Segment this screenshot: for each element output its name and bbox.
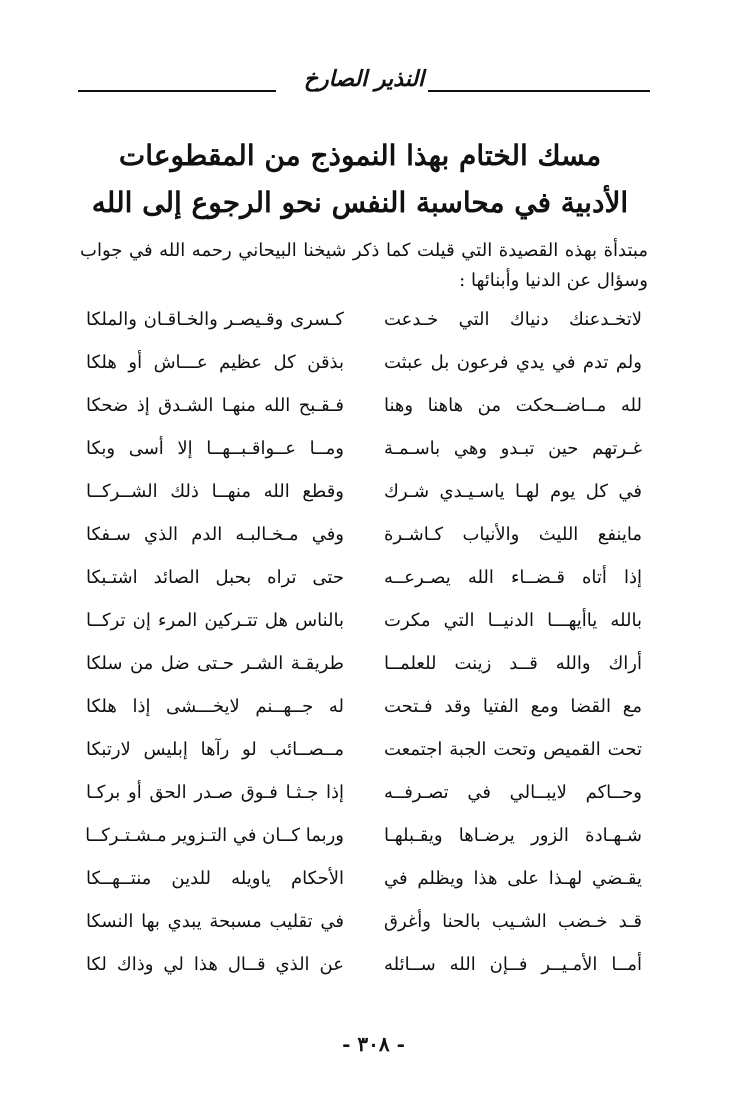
- header-rule-left: [78, 90, 276, 92]
- verse-8-second-hemistich: بالناس هل تتـركين المرء إن تركــا: [86, 610, 344, 631]
- verse-9-first-hemistich: أراك والله قــد زينت للعلمــا: [384, 653, 642, 674]
- verse-14-second-hemistich: الأحكام ياويله للدين منتــهــكا: [86, 868, 344, 889]
- verse-14: [86, 857, 642, 900]
- verse-13-first-hemistich: شـهـادة الزور يرضـاها ويقـبلهـا: [384, 825, 642, 846]
- section-heading-line-2: الأدبية في محاسبة النفس نحو الرجوع إلى الله: [91, 186, 629, 219]
- verse-13: [86, 814, 642, 857]
- poem: [86, 298, 642, 986]
- verse-5-second-hemistich: وقطع الله منهــا ذلك الشــركــا: [86, 481, 344, 502]
- running-header: [78, 66, 650, 96]
- verse-6-first-hemistich: ماينفع الليث والأنياب كـاشـرة: [384, 524, 642, 545]
- verse-2: [86, 341, 642, 384]
- verse-4-second-hemistich: ومــا عــواقـبــهــا إلا أسى وبكا: [86, 438, 344, 459]
- verse-3-second-hemistich: فـقـبح الله منهـا الشـدق إذ ضحكا: [86, 395, 344, 416]
- verse-15-second-hemistich: في تقليب مسبحة يبدي بها النسكا: [86, 911, 344, 932]
- verse-8: [86, 599, 642, 642]
- verse-2-second-hemistich: بذقن كل عظيم عـــاش أو هلكا: [86, 352, 344, 373]
- verse-5: [86, 470, 642, 513]
- verse-2-first-hemistich: ولم تدم في يدي فرعون بل عبثت: [384, 352, 642, 373]
- verse-1-first-hemistich: لاتخـدعنك دنياك التي خـدعت: [384, 309, 642, 330]
- verse-6: [86, 513, 642, 556]
- verse-16-second-hemistich: عن الذي قــال هذا لي وذاك لكا: [86, 954, 344, 975]
- intro-line-2: وسؤال عن الدنيا وأبنائها :: [459, 270, 648, 291]
- verse-13-second-hemistich: وربما كــان في التـزوير مـشـتـركــا: [85, 825, 344, 846]
- verse-1: [86, 298, 642, 341]
- verse-11: [86, 728, 642, 771]
- intro-line-1: مبتدأة بهذه القصيدة التي قيلت كما ذكر شيخنا البيحاني رحمه الله في جواب: [80, 240, 648, 261]
- verse-14-first-hemistich: يقـضي لهـذا على هذا ويظلم في: [384, 868, 642, 889]
- verse-3-first-hemistich: لله مــاضــحكت من هاهنا وهنا: [384, 395, 642, 416]
- verse-7-first-hemistich: إذا أتاه قـضــاء الله يصـرعــه: [384, 567, 642, 588]
- verse-4: [86, 427, 642, 470]
- verse-15-first-hemistich: قـد خـضب الشـيب بالحنا وأغرق: [384, 911, 642, 932]
- verse-8-first-hemistich: بالله ياأيهـــا الدنيــا التي مكرت: [384, 610, 642, 631]
- verse-9-second-hemistich: طريقـة الشـر حـتى ضل من سلكا: [86, 653, 344, 674]
- verse-12-first-hemistich: وحــاكم لايبــالي في تصـرفــه: [384, 782, 642, 803]
- verse-9: [86, 642, 642, 685]
- verse-16: [86, 943, 642, 986]
- verse-4-first-hemistich: غـرتهم حين تبـدو وهي باسـمـة: [384, 438, 642, 459]
- verse-1-second-hemistich: كـسرى وقـيصـر والخـاقـان والملكا: [86, 309, 344, 330]
- verse-11-second-hemistich: مــصــائب لو رآها إبليس لارتبكا: [86, 739, 344, 760]
- verse-6-second-hemistich: وفي مـخـالبـه الدم الذي سـفكا: [86, 524, 344, 545]
- verse-15: [86, 900, 642, 943]
- verse-7: [86, 556, 642, 599]
- section-heading-line-1: مسك الختام بهذا النموذج من المقطوعات: [118, 139, 602, 172]
- verse-12-second-hemistich: إذا جـثـا فـوق صـدر الحق أو بركـا: [86, 782, 344, 803]
- verse-10-first-hemistich: مع القضا ومع الفتيا وقد فـتحت: [384, 696, 642, 717]
- verse-12: [86, 771, 642, 814]
- running-title: النذير الصارخ: [303, 66, 425, 92]
- verse-16-first-hemistich: أمــا الأمـيــر فــإن الله ســائله: [384, 954, 642, 975]
- verse-10: [86, 685, 642, 728]
- page-number: - ٣٠٨ -: [342, 1032, 405, 1056]
- verse-3: [86, 384, 642, 427]
- verse-7-second-hemistich: حتى تراه بحبل الصائد اشتـبكا: [86, 567, 344, 588]
- verse-5-first-hemistich: في كل يوم لهـا ياسـيـدي شـرك: [384, 481, 642, 502]
- verse-10-second-hemistich: له جــهــنم لايخـــشى إذا هلكا: [86, 696, 344, 717]
- verse-11-first-hemistich: تحت القميص وتحت الجبة اجتمعت: [384, 739, 642, 760]
